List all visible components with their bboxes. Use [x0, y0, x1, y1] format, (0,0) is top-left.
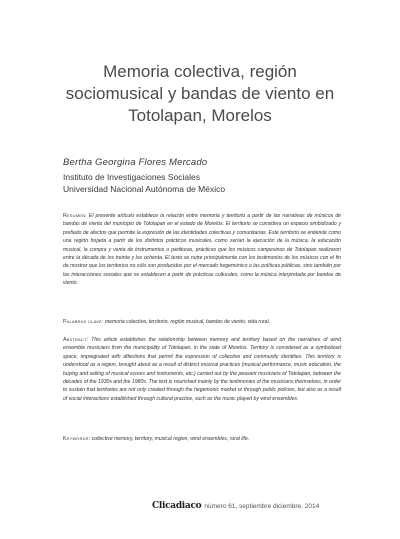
title-line-2: sociomusical y bandas de viento en [65, 84, 335, 103]
keywords-paragraph [63, 435, 341, 443]
affiliation-institute: Instituto de Investigaciones Sociales [63, 172, 201, 182]
article-title [60, 61, 340, 127]
keywords-label: Keywords: [63, 436, 91, 442]
abstract-label: Abstract: [63, 337, 89, 343]
abstract-paragraph [63, 336, 341, 403]
abstract-text: This article establishes the relationship between memory and territory based on the narratives of wind ensemble musicians from the municipality of Totolapan, in the state of Morelos. Territory is considered as a symbolized space, impregnated with affections that permit the expression of collective and community identities. This territory is understood as a region, brought about as a result of distinct musical practices (musical performance, music education, the buying and selling of musical scores and instruments, etc.) carried out by the peasant musicians of Totolapan, between the decades of the 1930s and the 1980s. The text is nourished mainly by the testimonies of the musicians themselves, in order to sustain that territories are not only created through the hegemonic market or through public policies, but also as a result of social interactions established through cultural practice, such as the music played by wind ensembles. [63, 337, 341, 402]
resumen-text: El presente artículo establece la relación entre memoria y territorio a partir de las narrativas de músicos de bandas de viento del municipio de Totolapan en el estado de Morelos. El territorio se considera un espacio simbolizado y prefiado de afectos que permite la expresión de las identidades colectivas y comunitarias. Este territorio se entiende como una región forjada a partir de los distintos prácticos musicales, como serían la ejecución de la música, la educación musical, la compra y venta de instrumentos o partituras, prácticas que los músicos campesinos de Totolapan realizaron entre la década de los treinta y los ochenta. El texto se nutre principalmente con los testimonios de los músicos con el fin de mostrar que los territorios no sólo son producidos por el mercado hegemónico o las políticas públicas, sino también por las interacciones sociales que se establecen a partir de prácticas culturales, como la música interpretada por bandas de viento. [63, 213, 341, 287]
affiliation-university: Universidad Nacional Autónoma de México [63, 184, 226, 194]
title-line-3: Totolapan, Morelos [128, 106, 272, 125]
palabras-clave-paragraph [63, 318, 341, 326]
palabras-clave-text: memoria colectiva, territorio, región musical, bandas de viento, vida rural. [104, 319, 270, 325]
palabras-clave-label: Palabras clave: [63, 319, 104, 325]
journal-logo: Clicadiaco [152, 501, 202, 511]
resumen-label: Resumen: [63, 213, 87, 219]
page-footer [152, 501, 319, 511]
title-line-1: Memoria colectiva, región [103, 62, 297, 81]
resumen-paragraph [63, 212, 341, 288]
author-name: Bertha Georgina Flores Mercado [63, 157, 208, 168]
issue-info: número 61, septiembre diciembre, 2014 [204, 503, 320, 510]
keywords-text: collective memory, territory, musical region, wind ensembles, rural life. [91, 436, 250, 442]
